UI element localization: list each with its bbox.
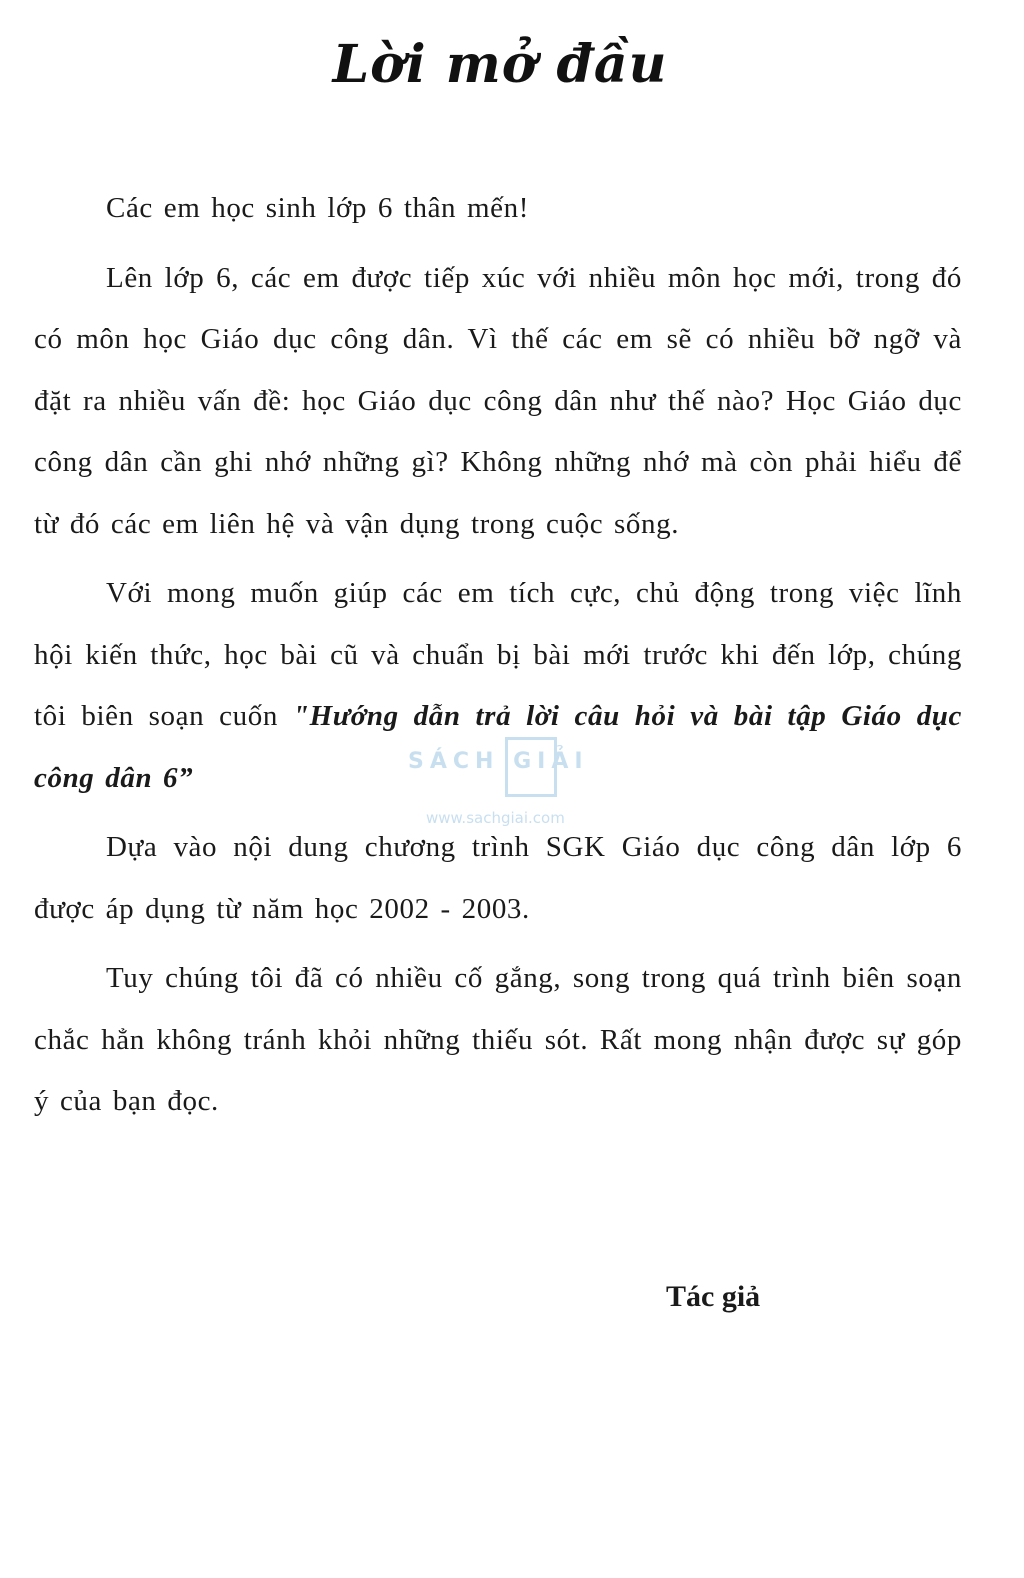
watermark-brand: SÁCH GIẢI bbox=[408, 749, 589, 774]
paragraph-closing: Tuy chúng tôi đã có nhiều cố gắng, song trong quá trình biên soạn chắc hẳn không tránh khỏi những thiếu sót. Rất mong nhận được sự góp ý của bạn đọc. bbox=[34, 962, 962, 1117]
paragraph-purpose-text: Với mong muốn giúp các em tích cực, chủ động trong việc lĩnh hội kiến thức, học bài cũ và chuẩn bị bài mới trước khi đến lớp, chúng tôi biên soạn cuốn bbox=[34, 577, 962, 732]
paragraph-introduction: Lên lớp 6, các em được tiếp xúc với nhiều môn học mới, trong đó có môn học Giáo dục công dân. Vì thế các em sẽ có nhiều bỡ ngỡ và đặt ra nhiều vấn đề: học Giáo dục công dân như thế nào? Học Giáo dục công dân cần ghi nhớ những gì? Không những nhớ mà còn phải hiểu để từ đó các em liên hệ và vận dụng trong cuộc sống. bbox=[34, 261, 962, 540]
paragraph-curriculum: Dựa vào nội dung chương trình SGK Giáo dục công dân lớp 6 được áp dụng từ năm học 2002 - 2003. bbox=[34, 831, 962, 925]
watermark-url: www.sachgiai.com bbox=[426, 809, 565, 827]
book-title: "Hướng dẫn trả lời câu hỏi và bài tập Giáo dục công dân 6” bbox=[34, 700, 962, 794]
page-title: Lời mở đầu bbox=[332, 34, 668, 95]
preface-body bbox=[34, 178, 962, 1141]
author-signature: Tác giả bbox=[666, 1280, 761, 1313]
paragraph-purpose bbox=[34, 563, 962, 809]
paragraph-greeting: Các em học sinh lớp 6 thân mến! bbox=[106, 192, 529, 224]
